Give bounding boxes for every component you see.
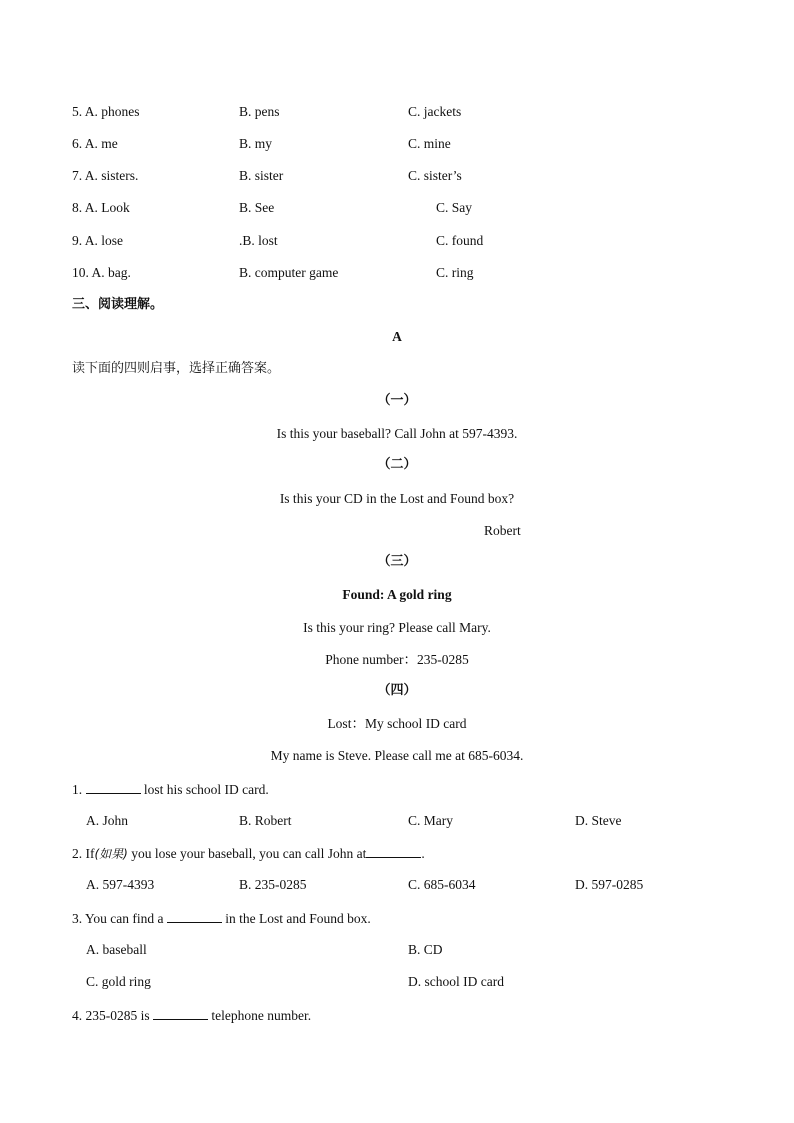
question-2 [72, 846, 425, 861]
answer-blank[interactable] [153, 1008, 208, 1020]
notice-4-title: Lost：My school ID card [327, 716, 467, 731]
notice-2-text: Is this your CD in the Lost and Found box? [279, 491, 515, 506]
question-1 [72, 782, 269, 797]
option-5b: B. pens [239, 104, 280, 119]
question-3 [72, 911, 371, 926]
q1-option-d[interactable]: D. Steve [575, 813, 622, 828]
q3-option-b[interactable]: B. CD [408, 942, 443, 957]
instruction: 读下面的四则启事，选择正确答案。 [72, 361, 281, 376]
notice-3-text: Is this your ring? Please call Mary. [303, 620, 491, 635]
notice-4-text: My name is Steve. Please call me at 685-6034. [270, 748, 524, 763]
question-2-number: 2. If [72, 846, 95, 861]
question-3-number: 3. You can find a [72, 911, 164, 926]
option-5c: C. jackets [408, 104, 462, 119]
option-6a: 6. A. me [72, 136, 118, 151]
option-7c: C. sister’s [408, 168, 462, 183]
question-2-note: (如果) [94, 847, 128, 861]
answer-blank[interactable] [167, 911, 222, 923]
notice-3-title: Found: A gold ring [342, 587, 452, 602]
answer-blank[interactable] [366, 846, 421, 858]
option-8a: 8. A. Look [72, 200, 130, 215]
q3-option-c[interactable]: C. gold ring [86, 974, 151, 989]
q2-option-b[interactable]: B. 235-0285 [239, 877, 307, 892]
q3-option-d[interactable]: D. school ID card [408, 974, 504, 989]
notice-3-phone: Phone number：235-0285 [325, 652, 469, 667]
option-6b: B. my [239, 136, 273, 151]
notice-3-label: （三） [377, 554, 417, 569]
q1-option-b[interactable]: B. Robert [239, 813, 292, 828]
option-7b: B. sister [239, 168, 284, 183]
q2-option-c[interactable]: C. 685-6034 [408, 877, 476, 892]
question-1-number: 1. [72, 782, 83, 797]
question-4-text: telephone number. [211, 1008, 312, 1023]
question-4-number: 4. 235-0285 is [72, 1008, 150, 1023]
notice-1-text: Is this your baseball? Call John at 597-4393. [276, 426, 518, 441]
option-9b: .B. lost [239, 233, 278, 248]
question-2-end: . [421, 846, 425, 861]
option-8c: C. Say [436, 200, 473, 215]
q2-option-a[interactable]: A. 597-4393 [86, 877, 155, 892]
notice-2-signature: Robert [484, 523, 521, 538]
section-title: 三、阅读理解。 [72, 297, 164, 312]
option-5a: 5. A. phones [72, 104, 140, 119]
q2-option-d[interactable]: D. 597-0285 [575, 877, 644, 892]
option-10c: C. ring [436, 265, 474, 280]
option-10b: B. computer game [239, 265, 339, 280]
option-9a: 9. A. lose [72, 233, 124, 248]
answer-blank[interactable] [86, 782, 141, 794]
option-6c: C. mine [408, 136, 451, 151]
option-9c: C. found [436, 233, 484, 248]
option-10a: 10. A. bag. [72, 265, 131, 280]
option-8b: B. See [239, 200, 275, 215]
q1-option-c[interactable]: C. Mary [408, 813, 453, 828]
passage-label: A [392, 329, 402, 344]
question-1-text: lost his school ID card. [143, 782, 269, 797]
q3-option-a[interactable]: A. baseball [86, 942, 147, 957]
notice-1-label: （一） [377, 393, 417, 408]
q1-option-a[interactable]: A. John [86, 813, 129, 828]
question-3-text: in the Lost and Found box. [225, 911, 371, 926]
notice-4-label: （四） [377, 683, 417, 698]
question-4 [72, 1008, 311, 1023]
notice-2-label: （二） [377, 457, 417, 472]
option-7a: 7. A. sisters. [72, 168, 139, 183]
question-2-text: you lose your baseball, you can call John at [127, 846, 367, 861]
